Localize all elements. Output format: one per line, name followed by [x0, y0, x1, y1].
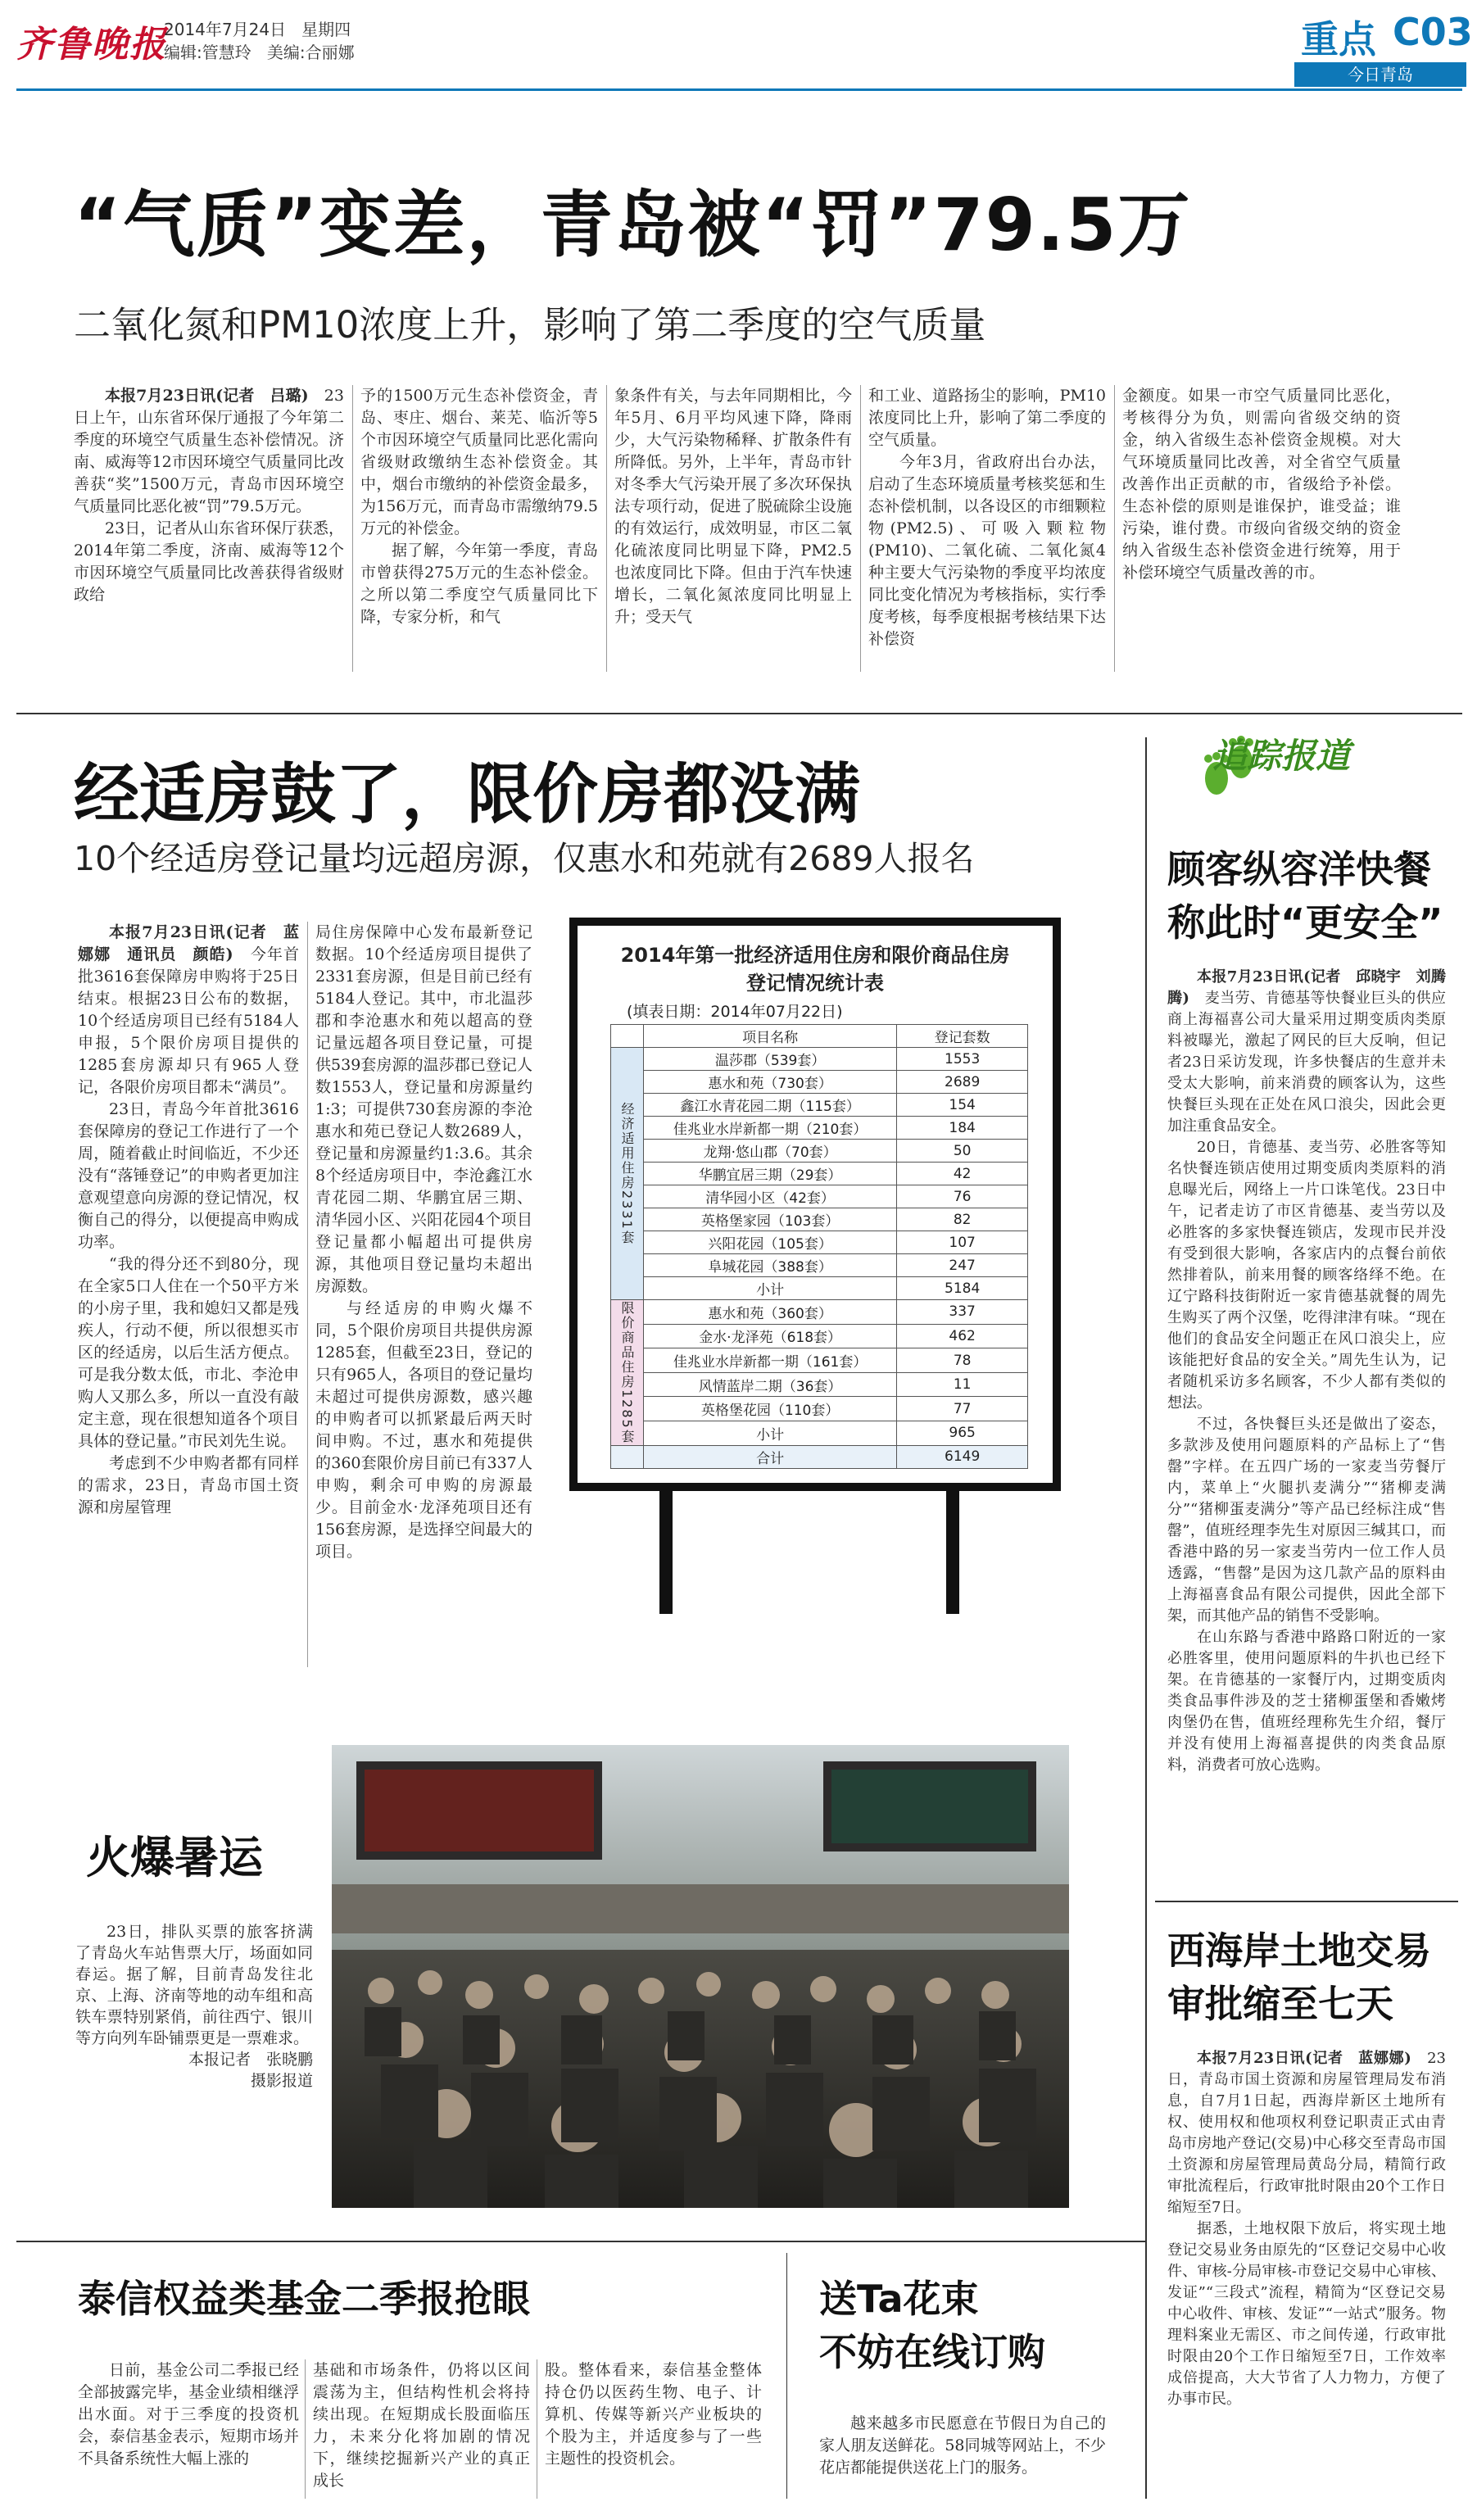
section-divider	[16, 713, 1462, 714]
article1-text: 23日上午，山东省环保厅通报了今年第二季度的环境空气质量生态补偿情况。济南、威海等12市因环境空气质量同比改善获“奖”1500万元，青岛市因环境空气质量同比恶化被“罚”79.5万元。	[74, 387, 344, 515]
registration-count-cell: 50	[897, 1140, 1028, 1163]
article2-text: 考虑到不少申购者都有同样的需求，23日，青岛市国土资源和房屋管理	[78, 1454, 299, 1516]
project-name-cell: 英格堡家园（103套）	[643, 1208, 896, 1231]
project-name-cell: 风情蓝岸二期（36套）	[643, 1372, 896, 1397]
table-corner-cell	[611, 1025, 644, 1048]
train-station-photo	[332, 1745, 1069, 2208]
issue-date: 2014年7月24日	[164, 20, 287, 39]
table-group-pricecapped	[611, 1300, 1028, 1446]
registration-count-cell: 1553	[897, 1048, 1028, 1071]
column-divider	[352, 385, 353, 672]
registration-count-cell: 462	[897, 1324, 1028, 1348]
article2-text: 与经适房的申购火爆不同，5个限价房项目共提供房源1285套，但截至23日，登记的只有965人，各项目的登记量均未超过可提供房源数，感兴趣的申购者可以抓紧最后两天时间申购。不过，惠水和苑提供的360套限价房目前已有337人申购，剩余可申购的房源最少。目前金水·龙泽苑项目还有156套房源，是选择空间最大的项目。	[315, 1299, 532, 1561]
article2-text: 今年首批3616套保障房申购将于25日结束。根据23日公布的数据，10个经适房项目已经有5184人申报，5个限价房项目提供的1285套房源却只有965人登记，各限价房项目都未“满员”。	[78, 945, 299, 1096]
sidebar-section-divider	[1155, 1901, 1458, 1902]
column-divider	[786, 2253, 787, 2499]
table-title-line2: 登记情况统计表	[746, 972, 884, 995]
registration-count-cell: 247	[897, 1254, 1028, 1277]
article1-text: 据了解，今年第一季度，青岛市曾获得275万元的生态补偿金。之所以第二季度空气质量同比下降，专家分析，和气	[360, 542, 598, 626]
article1-text: 23日，记者从山东省环保厅获悉，2014年第二季度，济南、威海等12个市因环境空气质量同比改善获得省级财政给	[74, 519, 344, 604]
paper-logo: 齐鲁晚报	[16, 24, 167, 66]
article2-col1	[78, 922, 299, 1519]
article1-text: 金额度。如果一市空气质量同比恶化，考核得分为负，则需向省级交纳的资金，纳入省级生态补偿资金规模。对大气环境质量同比改善，对全省空气质量改善作出正贡献的市，省级给予补偿。生态补偿的原则是谁保护，谁受益；谁污染，谁付费。市级向省级交纳的资金纳入省级生态补偿资金进行统筹，用于补偿环境空气质量改善的市。	[1122, 387, 1401, 582]
photo-credit-reporter: 本报记者 张晓鹏	[188, 2051, 313, 2069]
col-header-project: 项目名称	[643, 1025, 896, 1048]
article4-text: 23日，青岛市国土资源和房屋管理局发布消息，自7月1日起，西海岸新区土地所有权、使用权和他项权利登记职责正式由青岛市房地产登记(交易)中心移交至青岛市国土资源和房屋管理局黄岛分局，精简行政审批流程后，行政审批时限由20个工作日缩短至7日。	[1167, 2050, 1446, 2216]
project-name-cell: 阜城花园（388套）	[643, 1254, 896, 1277]
project-name-cell: 华鹏宜居三期（29套）	[643, 1163, 896, 1185]
sidebar-divider	[1145, 737, 1147, 2499]
article3-byline: 本报7月23日讯(记者 邱晓宇 刘腾腾)	[1167, 968, 1446, 1007]
registration-count-cell: 11	[897, 1372, 1028, 1397]
article1-col3	[614, 385, 852, 628]
project-name-cell: 佳兆业水岸新都一期（210套）	[643, 1117, 896, 1140]
table-row	[611, 1397, 1028, 1421]
masthead-rule	[16, 88, 1462, 91]
article4-headline-line2: 审批缩至七天	[1167, 1982, 1393, 2026]
table-subtotal-row	[611, 1421, 1028, 1446]
table-total-value: 6149	[897, 1445, 1028, 1468]
article1-byline: 本报7月23日讯(记者 吕璐)	[105, 387, 309, 405]
table-group-affordable	[611, 1048, 1028, 1300]
table-row	[611, 1048, 1028, 1071]
article1-col5	[1122, 385, 1401, 584]
tracking-report-tag	[1196, 721, 1393, 811]
table-row	[611, 1300, 1028, 1325]
subtotal-label: 小计	[643, 1421, 896, 1446]
article2-col2	[315, 922, 532, 1563]
table-row	[611, 1254, 1028, 1277]
registration-count-cell: 154	[897, 1094, 1028, 1117]
article3-text: 不过，各快餐巨头还是做出了姿态，多款涉及使用问题原料的产品标上了“售罄”字样。在五四广场的一家麦当劳餐厅内，菜单上“火腿扒麦满分”“猪柳麦满分”“猪柳蛋麦满分”等产品已经标注成“售罄”，值班经理李先生对原因三缄其口，而香港中路的另一家麦当劳内一位工作人员透露，“售罄”是因为这几款产品的原料由上海福喜食品有限公司提供，因此全部下架，而其他产品的销售不受影响。	[1167, 1416, 1446, 1625]
article3-headline-line1: 顾客纵容洋快餐	[1167, 847, 1431, 891]
article1-headline: “气质”变差，青岛被“罚”79.5万	[74, 183, 1192, 267]
signboard-frame	[569, 918, 1061, 1491]
article4-body	[1167, 2048, 1446, 2410]
photo-story-text: 23日，排队买票的旅客挤满了青岛火车站售票大厅，场面如同春运。据了解，目前青岛发往北京、上海、济南等地的动车组和高铁车票特别紧俏，前往西宁、银川等方向列车卧铺票更是一票难求。	[75, 1923, 313, 2047]
registration-table-grid	[610, 1024, 1028, 1469]
page-number: C03	[1393, 10, 1473, 54]
table-row	[611, 1372, 1028, 1397]
article4-headline-line1: 西海岸土地交易	[1167, 1929, 1431, 1973]
article2-byline: 本报7月23日讯(记者 蓝娜娜 通讯员 颜皓)	[78, 923, 299, 963]
registration-count-cell: 78	[897, 1348, 1028, 1373]
article4-byline: 本报7月23日讯(记者 蓝娜娜)	[1197, 2050, 1411, 2067]
article5-text: 日前，基金公司二季报已经全部披露完毕，基金业绩相继浮出水面。对于三季度的投资机会，泰信基金表示，短期市场并不具备系统性大幅上涨的	[78, 2361, 299, 2468]
article5-headline: 泰信权益类基金二季报抢眼	[78, 2277, 530, 2321]
article1-text: 和工业、道路扬尘的影响，PM10浓度同比上升，影响了第二季度的空气质量。	[868, 387, 1106, 449]
article6-text: 越来越多市民愿意在节假日为自己的家人朋友送鲜花。58同城等网站上，不少花店都能提供送花上门的服务。	[819, 2414, 1106, 2477]
article2-text: “我的得分还不到80分，现在全家5口人住在一个50平方米的小房子里，我和媳妇又都是残疾人，行动不便，所以很想买市区的经适房，以后生活方便点。可是我分数太低，市北、李沧申购人又那么多，所以一直没有敲定主意，现在很想知道各个项目具体的登记量。”市民刘先生说。	[78, 1255, 299, 1450]
table-total-label: 合计	[643, 1445, 896, 1468]
staff-line	[164, 39, 355, 63]
project-name-cell: 鑫江水青花园二期（115套）	[643, 1094, 896, 1117]
table-row	[611, 1185, 1028, 1208]
project-name-cell: 温莎郡（539套）	[643, 1048, 896, 1071]
designer-credit: 美编:合丽娜	[266, 43, 355, 62]
article5-text: 基础和市场条件，仍将以区间震荡为主，但结构性机会将持续出现。在短期成长股面临压力，未来分化将加剧的情况下，继续挖掘新兴产业的真正成长	[313, 2361, 530, 2490]
article2-text: 局住房保障中心发布最新登记数据。10个经适房项目提供了2331套房源，但是目前已经有5184人登记。其中，市北温莎郡和李沧惠水和苑以超高的登记量远超各项目登记量，可提供539套房源的温莎郡已登记人数1553人，登记量和房源量约1:3；可提供730套房源的李沧惠水和苑已登记人数2689人，登记量和房源量约1:3.6。其余8个经适房项目中，李沧鑫江水青花园二期、华鹏宜居三期、清华园小区、兴阳花园4个项目登记量都小幅超出可提供房源，其他项目登记量均未超出房源数。	[315, 923, 532, 1295]
registration-count-cell: 184	[897, 1117, 1028, 1140]
section-divider	[16, 2241, 1147, 2242]
project-name-cell: 英格堡花园（110套）	[643, 1397, 896, 1421]
table-row	[611, 1324, 1028, 1348]
article1-text: 今年3月，省政府出台办法，启动了生态环境质量考核奖惩和生态补偿机制，以各设区的市细颗粒物(PM2.5)、可吸入颗粒物(PM10)、二氧化硫、二氧化氮4种主要大气污染物的季度平均浓度同比变化情况为考核指标，实行季度考核，每季度根据考核结果下达补偿资	[868, 453, 1106, 648]
article3-text: 在山东路与香港中路路口附近的一家必胜客里，使用问题原料的牛扒也已经下架。在肯德基的一家餐厅内，过期变质肉类食品事件涉及的芝士猪柳蛋堡和香嫩烤肉堡仍在售，值班经理称先生介绍，餐厅并没有使用上海福喜提供的肉类食品原料，消费者可放心选购。	[1167, 1629, 1446, 1774]
table-total-section	[611, 1445, 1028, 1468]
article1-subheadline: 二氧化氮和PM10浓度上升，影响了第二季度的空气质量	[74, 303, 986, 347]
subtotal-value: 965	[897, 1421, 1028, 1446]
masthead	[0, 0, 1477, 90]
table-subtotal-row	[611, 1277, 1028, 1300]
table-total-spacer	[611, 1445, 644, 1468]
project-name-cell: 惠水和苑（730套）	[643, 1071, 896, 1094]
article6-headline-line1: 送Ta花束	[819, 2277, 979, 2321]
photo-credit-note: 摄影报道	[250, 2072, 313, 2090]
article1-text: 象条件有关，与去年同期相比，今年5月、6月平均风速下降，降雨少，大气污染物稀释、扩散条件有所降低。另外，上半年，青岛市针对冬季大气污染开展了多次环保执法专项行动，促进了脱硫除尘设施的有效运行，成效明显，市区二氧化硫浓度同比明显下降，PM2.5也浓度同比下降。但由于汽车快速增长，二氧化氮浓度同比明显上升；受天气	[614, 387, 852, 626]
registration-count-cell: 76	[897, 1185, 1028, 1208]
article1-col4	[868, 385, 1106, 650]
article2-subheadline: 10个经适房登记量均远超房源，仅惠水和苑就有2689人报名	[74, 839, 975, 878]
group-label-affordable: 经济适用住房2331套	[611, 1048, 644, 1300]
registration-count-cell: 337	[897, 1300, 1028, 1325]
project-name-cell: 清华园小区（42套）	[643, 1185, 896, 1208]
registration-count-cell: 42	[897, 1163, 1028, 1185]
column-divider	[307, 922, 308, 1667]
table-row	[611, 1140, 1028, 1163]
subtotal-value: 5184	[897, 1277, 1028, 1300]
date-line	[164, 16, 351, 40]
issue-weekday: 星期四	[301, 20, 351, 39]
editor-credit: 编辑:管慧玲	[164, 43, 251, 62]
article1-col1	[74, 385, 344, 606]
column-divider	[860, 385, 861, 672]
crowd-photo-illustration	[332, 1745, 1069, 2208]
table-row	[611, 1117, 1028, 1140]
project-name-cell: 龙翔·悠山郡（70套）	[643, 1140, 896, 1163]
subtotal-label: 小计	[643, 1277, 896, 1300]
article3-body	[1167, 967, 1446, 1776]
article4-text: 据悉，土地权限下放后，将实现土地登记交易业务由原先的“区登记交易中心收件、审核-分局审核-市登记交易中心审核、发证”“三段式”流程，精简为“区登记交易中心收件、审核、发证”“一站式”服务。物理料案业无需区、市之间传递，行政审批时限由20个工作日缩短至7日，工作效率成倍提高，大大节省了人力物力，方便了办事市民。	[1167, 2220, 1446, 2408]
article6-headline-line2: 不妨在线订购	[819, 2330, 1045, 2374]
article6-body	[819, 2413, 1106, 2479]
project-name-cell: 金水·龙泽苑（618套）	[643, 1324, 896, 1348]
signboard-post-left	[659, 1491, 673, 1614]
article3-headline-line2: 称此时“更安全”	[1167, 900, 1443, 945]
project-name-cell: 兴阳花园（105套）	[643, 1231, 896, 1254]
project-name-cell: 佳兆业水岸新都一期（161套）	[643, 1348, 896, 1373]
photo-story-body	[75, 1921, 313, 2092]
article3-text: 20日，肯德基、麦当劳、必胜客等知名快餐连锁店使用过期变质肉类原料的消息曝光后，网络上一片口诛笔伐。23日中午，记者走访了市区肯德基、麦当劳以及必胜客的多家快餐连锁店，发现市民并没有受到很大影响，各家店内的点餐台前依然排着队，前来用餐的顾客络绎不绝。在辽宁路科技街附近一家肯德基就餐的周先生购买了两个汉堡，吃得津津有味。“现在他们的食品安全问题正在风口浪尖上，应该能把好食品的安全关。”周先生认为，记者随机采访多名顾客，不少人都有类似的想法。	[1167, 1139, 1446, 1412]
article5-col2	[313, 2359, 530, 2492]
article5-text: 股。整体看来，泰信基金整体持仓仍以医药生物、电子、计算机、传媒等新兴产业板块的个股为主，并适度参与了一些主题性的投资机会。	[545, 2361, 762, 2468]
tracking-report-label: 追踪报道	[1212, 736, 1351, 776]
column-divider	[606, 385, 607, 672]
table-row	[611, 1208, 1028, 1231]
table-row	[611, 1071, 1028, 1094]
article5-col1	[78, 2359, 299, 2470]
column-divider	[1114, 385, 1115, 672]
signboard-post-right	[946, 1491, 959, 1614]
article3-text: 麦当劳、肯德基等快餐业巨头的供应商上海福喜公司大量采用过期变质肉类原料被曝光，激起了网民的巨大反响，但记者23日采访发现，许多快餐店的生意并未受太大影响，前来消费的顾客认为，这些快餐巨头现在正处在风口浪尖，因此会更加注重食品安全。	[1167, 990, 1447, 1135]
section-label: 重点	[1301, 17, 1376, 61]
column-divider	[305, 2359, 306, 2499]
registration-count-cell: 77	[897, 1397, 1028, 1421]
registration-count-cell: 82	[897, 1208, 1028, 1231]
col-header-count: 登记套数	[897, 1025, 1028, 1048]
article5-col3	[545, 2359, 762, 2470]
group-label-pricecapped: 限价商品住房1285套	[611, 1300, 644, 1446]
table-fill-date: (填表日期：2014年07月22日)	[627, 1003, 843, 1021]
table-row	[611, 1348, 1028, 1373]
article2-text: 23日，青岛今年首批3616套保障房的登记工作进行了一个周，随着截止时间临近，不少还没有“落锤登记”的申购者更加注意观望意向房源的登记情况，权衡自己的得分，以便提高申购成功率。	[78, 1100, 299, 1251]
photo-story-headline: 火爆暑运	[86, 1832, 263, 1883]
article1-text: 予的1500万元生态补偿资金，青岛、枣庄、烟台、莱芜、临沂等5个市因环境空气质量同比恶化需向省级财政缴纳生态补偿资金。其中，烟台市缴纳的补偿资金最多，为156万元，而青岛市需缴纳79.5万元的补偿金。	[360, 387, 598, 537]
registration-count-cell: 107	[897, 1231, 1028, 1254]
table-title-line1: 2014年第一批经济适用住房和限价商品住房	[620, 944, 1010, 967]
table-row	[611, 1163, 1028, 1185]
project-name-cell: 惠水和苑（360套）	[643, 1300, 896, 1325]
article2-headline: 经适房鼓了，限价房都没满	[74, 756, 860, 832]
registration-count-cell: 2689	[897, 1071, 1028, 1094]
table-row	[611, 1231, 1028, 1254]
registration-table	[610, 1024, 1028, 1469]
subsection-label: 今日青岛	[1294, 62, 1466, 87]
article1-col2	[360, 385, 598, 628]
stats-signboard	[569, 918, 1077, 1630]
table-row	[611, 1094, 1028, 1117]
